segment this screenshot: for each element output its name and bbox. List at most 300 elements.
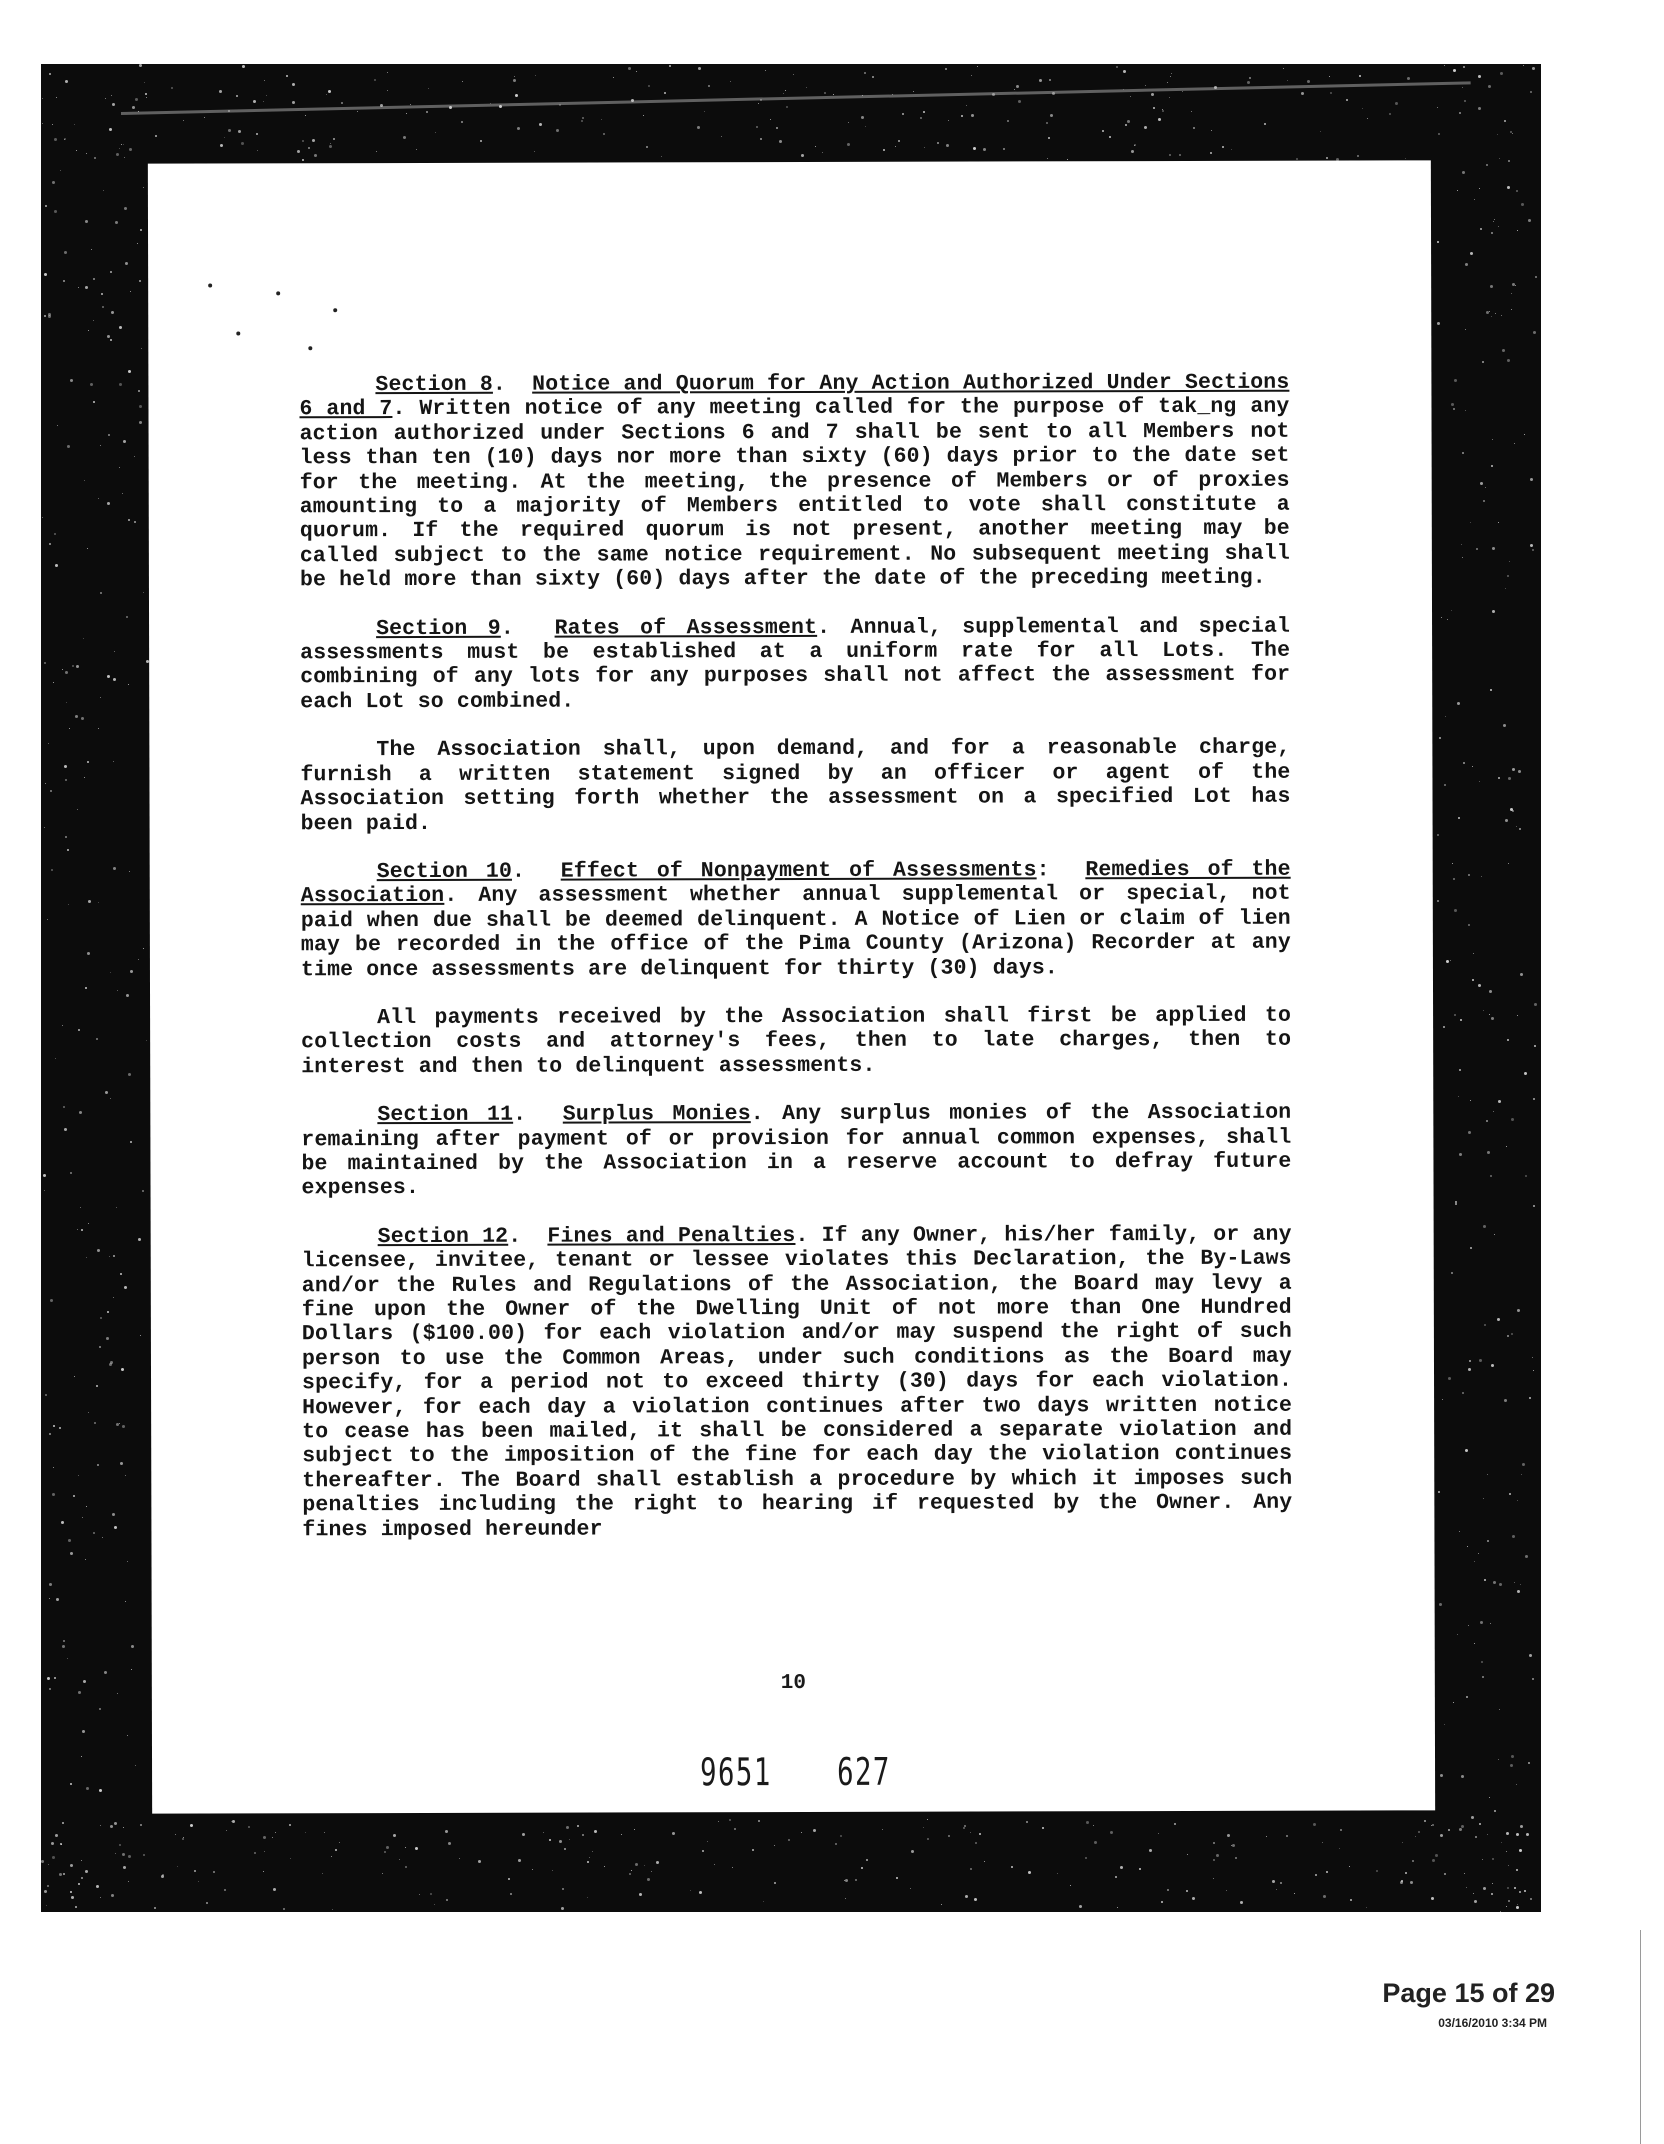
scan-speck bbox=[1504, 120, 1506, 122]
scan-speck bbox=[137, 243, 138, 244]
scan-speck bbox=[42, 98, 43, 99]
scan-speck bbox=[1123, 70, 1126, 73]
scan-speck bbox=[1400, 1881, 1403, 1884]
scan-speck bbox=[1459, 1069, 1461, 1071]
scan-speck bbox=[1514, 1887, 1516, 1889]
scan-speck bbox=[1524, 1072, 1527, 1075]
scan-speck bbox=[631, 1870, 632, 1871]
scan-speck bbox=[1441, 617, 1442, 618]
scan-speck bbox=[49, 1688, 51, 1690]
scan-speck bbox=[510, 1893, 512, 1895]
scan-speck bbox=[1497, 134, 1498, 135]
scan-speck bbox=[65, 779, 67, 781]
scan-speck bbox=[783, 93, 784, 94]
scan-speck bbox=[1519, 1891, 1521, 1893]
scan-speck bbox=[1524, 1890, 1526, 1892]
scan-speck bbox=[142, 1190, 144, 1192]
scan-speck bbox=[552, 1870, 553, 1871]
scan-speck bbox=[1405, 1872, 1407, 1874]
scan-speck bbox=[765, 70, 766, 71]
scan-speck bbox=[1486, 1120, 1488, 1122]
scan-speck bbox=[1487, 1834, 1488, 1835]
scan-speck bbox=[75, 1906, 77, 1908]
scan-speck bbox=[1492, 1858, 1494, 1860]
scan-speck bbox=[1050, 114, 1053, 117]
scan-speck bbox=[539, 123, 542, 126]
scan-speck bbox=[1510, 1764, 1513, 1767]
scan-speck bbox=[1462, 452, 1464, 454]
scan-speck bbox=[1466, 1696, 1468, 1698]
scan-speck bbox=[139, 421, 142, 424]
scan-speck bbox=[51, 869, 53, 871]
scan-speck bbox=[112, 103, 115, 106]
scan-speck bbox=[1443, 1026, 1445, 1028]
scan-speck bbox=[322, 1873, 323, 1874]
scan-speck bbox=[1457, 702, 1460, 705]
scan-speck bbox=[1094, 1841, 1097, 1844]
scan-speck bbox=[1530, 478, 1533, 481]
scan-speck bbox=[98, 902, 99, 903]
scan-speck bbox=[434, 1904, 435, 1905]
scan-speck bbox=[1067, 159, 1068, 160]
scan-speck bbox=[1493, 1111, 1494, 1112]
scan-speck bbox=[1444, 1724, 1445, 1725]
scan-speck bbox=[1432, 1859, 1435, 1862]
scan-speck bbox=[556, 129, 559, 132]
scan-speck bbox=[1478, 1553, 1479, 1554]
scan-speck bbox=[198, 1881, 199, 1882]
scan-speck bbox=[813, 1829, 816, 1832]
scan-speck bbox=[47, 1677, 50, 1680]
scan-speck bbox=[522, 1833, 525, 1836]
scan-speck bbox=[1086, 1821, 1089, 1824]
scan-speck bbox=[946, 144, 949, 147]
scan-speck bbox=[130, 291, 131, 292]
scan-speck bbox=[1505, 819, 1508, 822]
scan-speck bbox=[62, 1645, 65, 1648]
scan-speck bbox=[435, 132, 436, 133]
scan-speck bbox=[1494, 1234, 1495, 1235]
scan-speck bbox=[60, 170, 61, 171]
scan-speck bbox=[459, 1858, 460, 1859]
scan-speck bbox=[1517, 230, 1518, 231]
scan-speck bbox=[636, 71, 637, 72]
scan-speck bbox=[1480, 1621, 1483, 1624]
section-12-title: Fines and Penalties bbox=[547, 1223, 796, 1249]
scan-speck bbox=[1467, 1546, 1468, 1547]
scan-speck bbox=[961, 115, 963, 117]
scan-speck bbox=[1499, 1709, 1500, 1710]
scan-speck bbox=[847, 143, 850, 146]
scan-speck bbox=[1048, 137, 1050, 139]
scan-speck bbox=[1516, 1833, 1519, 1836]
scan-speck bbox=[902, 113, 904, 115]
scan-speck bbox=[47, 919, 48, 920]
scan-speck bbox=[1301, 92, 1304, 95]
scan-speck bbox=[53, 1425, 55, 1427]
scan-speck bbox=[984, 1861, 985, 1862]
scan-speck bbox=[1109, 136, 1111, 138]
scan-speck bbox=[937, 142, 939, 144]
scan-speck bbox=[1437, 834, 1439, 836]
section-8-title: Notice and Quorum for Any Action Authorized Under Sections 6 and 7 bbox=[299, 370, 1290, 422]
scan-speck bbox=[1461, 544, 1462, 545]
scan-speck bbox=[1519, 1849, 1522, 1852]
scan-speck bbox=[1007, 120, 1009, 122]
scan-speck bbox=[1489, 990, 1492, 993]
scan-speck bbox=[1494, 219, 1495, 220]
recording-stamp-docket: 9651 bbox=[699, 1750, 772, 1795]
scan-speck bbox=[1478, 984, 1481, 987]
scan-speck bbox=[175, 1834, 176, 1835]
scan-speck bbox=[1315, 1874, 1317, 1876]
scan-speck bbox=[1521, 203, 1524, 206]
scan-speck bbox=[60, 1843, 62, 1845]
scan-speck bbox=[924, 147, 925, 148]
scan-speck bbox=[331, 1856, 332, 1857]
margin-mark bbox=[208, 284, 212, 288]
scan-speck bbox=[74, 1376, 75, 1377]
scan-speck bbox=[1507, 1887, 1509, 1889]
scan-speck bbox=[53, 1467, 54, 1468]
scan-speck bbox=[254, 1852, 256, 1854]
scan-speck bbox=[100, 1317, 102, 1319]
scan-speck bbox=[979, 1833, 981, 1835]
scan-speck bbox=[122, 1425, 125, 1428]
scan-speck bbox=[85, 987, 87, 989]
scan-speck bbox=[48, 1864, 49, 1865]
scan-speck bbox=[78, 1691, 81, 1694]
scan-speck bbox=[88, 900, 91, 903]
scan-speck bbox=[835, 1843, 837, 1845]
scan-speck bbox=[1459, 1828, 1462, 1831]
scan-speck bbox=[135, 98, 138, 101]
scan-speck bbox=[183, 120, 184, 121]
scan-speck bbox=[138, 959, 139, 960]
scan-speck bbox=[74, 124, 75, 125]
scan-speck bbox=[107, 335, 110, 338]
scan-speck bbox=[864, 72, 866, 74]
scan-speck bbox=[68, 1539, 71, 1542]
scan-speck bbox=[861, 1867, 863, 1869]
scan-speck bbox=[55, 1058, 56, 1059]
scan-speck bbox=[1474, 1561, 1475, 1562]
scan-speck bbox=[848, 122, 849, 123]
scan-speck bbox=[1153, 107, 1155, 109]
scan-speck bbox=[587, 1897, 588, 1898]
scan-speck bbox=[130, 970, 133, 973]
scan-speck bbox=[1213, 1859, 1215, 1861]
scan-speck bbox=[1469, 1360, 1471, 1362]
scan-speck bbox=[125, 1475, 126, 1476]
scan-speck bbox=[140, 229, 142, 231]
scan-speck bbox=[109, 128, 112, 131]
scan-speck bbox=[146, 1040, 147, 1041]
scan-speck bbox=[399, 1859, 400, 1860]
scan-speck bbox=[1131, 150, 1134, 153]
scan-speck bbox=[128, 1855, 131, 1858]
scan-speck bbox=[119, 326, 122, 329]
scan-speck bbox=[415, 1847, 418, 1850]
scan-speck bbox=[76, 150, 77, 151]
scan-speck bbox=[1389, 113, 1391, 115]
scan-speck bbox=[41, 1860, 44, 1863]
scan-speck bbox=[63, 280, 65, 282]
scan-speck bbox=[1479, 188, 1480, 189]
scan-speck bbox=[87, 548, 88, 549]
scan-speck bbox=[81, 717, 84, 720]
scan-speck bbox=[729, 1819, 731, 1821]
scan-speck bbox=[1276, 1889, 1277, 1890]
scan-speck bbox=[577, 1825, 579, 1827]
scan-speck bbox=[88, 1223, 89, 1224]
scan-speck bbox=[87, 761, 89, 763]
scan-speck bbox=[190, 1824, 193, 1827]
scan-speck bbox=[1115, 1876, 1117, 1878]
scan-speck bbox=[1440, 1834, 1443, 1837]
scan-speck bbox=[85, 1559, 86, 1560]
scan-speck bbox=[219, 90, 222, 93]
scan-speck bbox=[132, 106, 135, 109]
scan-speck bbox=[963, 1827, 965, 1829]
section-11-title: Surplus Monies bbox=[562, 1102, 751, 1127]
scan-speck bbox=[1451, 1272, 1453, 1274]
scan-speck bbox=[98, 498, 99, 499]
scan-speck bbox=[1149, 1849, 1152, 1852]
scan-speck bbox=[97, 1249, 100, 1252]
scan-speck bbox=[513, 79, 516, 82]
scan-speck bbox=[1483, 1225, 1486, 1228]
scan-speck bbox=[1455, 1203, 1457, 1205]
scan-speck bbox=[1362, 108, 1363, 109]
scan-speck bbox=[1472, 979, 1474, 981]
scan-speck bbox=[1026, 1821, 1028, 1823]
scan-speck bbox=[1028, 1871, 1031, 1874]
scan-speck bbox=[107, 1311, 109, 1313]
scan-speck bbox=[1492, 1883, 1493, 1884]
scan-speck bbox=[96, 1038, 98, 1040]
scan-speck bbox=[124, 1286, 127, 1289]
scan-speck bbox=[1047, 158, 1048, 159]
scan-speck bbox=[140, 1335, 141, 1336]
scan-speck bbox=[123, 1866, 126, 1869]
scan-speck bbox=[328, 90, 331, 93]
scan-speck bbox=[973, 147, 976, 150]
scan-speck bbox=[1533, 1098, 1535, 1100]
scan-speck bbox=[357, 111, 358, 112]
scan-speck bbox=[405, 1866, 407, 1868]
scan-speck bbox=[1227, 1834, 1230, 1837]
scan-speck bbox=[1520, 1825, 1523, 1828]
scan-speck bbox=[177, 1866, 178, 1867]
scan-speck bbox=[1350, 1899, 1352, 1901]
scan-speck bbox=[1437, 241, 1439, 243]
scan-speck bbox=[110, 271, 112, 273]
scan-speck bbox=[1524, 434, 1525, 435]
scan-speck bbox=[1503, 724, 1506, 727]
scan-speck bbox=[73, 1495, 75, 1497]
scan-speck bbox=[257, 150, 258, 151]
scan-speck bbox=[228, 129, 231, 132]
scan-speck bbox=[1435, 1854, 1438, 1857]
scan-speck bbox=[75, 715, 78, 718]
scan-speck bbox=[49, 1433, 51, 1435]
scan-speck bbox=[77, 809, 78, 810]
scan-speck bbox=[127, 1735, 128, 1736]
scan-speck bbox=[1461, 1775, 1464, 1778]
scan-speck bbox=[51, 1842, 54, 1845]
scan-speck bbox=[661, 156, 662, 157]
scan-speck bbox=[535, 75, 536, 76]
scan-speck bbox=[145, 93, 147, 95]
scan-speck bbox=[1508, 160, 1510, 162]
scan-speck bbox=[559, 104, 561, 106]
scan-speck bbox=[114, 1526, 117, 1529]
scan-speck bbox=[910, 1888, 911, 1889]
scan-speck bbox=[1511, 293, 1512, 294]
scan-speck bbox=[1516, 826, 1517, 827]
scan-speck bbox=[774, 1882, 776, 1884]
scan-speck bbox=[109, 1256, 110, 1257]
scan-speck bbox=[1470, 522, 1471, 523]
scan-speck bbox=[45, 205, 47, 207]
scan-speck bbox=[213, 1871, 215, 1873]
scan-speck bbox=[99, 1708, 101, 1710]
scan-speck bbox=[139, 405, 142, 408]
document-body bbox=[299, 371, 1292, 1567]
scan-speck bbox=[1512, 768, 1515, 771]
scan-speck bbox=[416, 149, 417, 150]
scan-speck bbox=[1525, 1175, 1527, 1177]
scanned-page-frame bbox=[41, 64, 1541, 1912]
scan-speck bbox=[1498, 226, 1499, 227]
scan-speck bbox=[82, 1517, 83, 1518]
scan-speck bbox=[562, 1888, 564, 1890]
scan-speck bbox=[326, 94, 327, 95]
scan-speck bbox=[581, 120, 583, 122]
scan-speck bbox=[815, 146, 816, 147]
scan-speck bbox=[1480, 482, 1483, 485]
scan-speck bbox=[52, 124, 53, 125]
scan-speck bbox=[833, 94, 834, 95]
scan-speck bbox=[1366, 1907, 1367, 1908]
scan-speck bbox=[96, 1385, 98, 1387]
scan-speck bbox=[1483, 1498, 1484, 1499]
scan-speck bbox=[302, 140, 304, 142]
scan-speck bbox=[1462, 557, 1463, 558]
scan-speck bbox=[1508, 1865, 1509, 1866]
scan-speck bbox=[339, 1842, 340, 1843]
scan-speck bbox=[67, 1658, 68, 1659]
scan-speck bbox=[70, 1172, 72, 1174]
scan-speck bbox=[154, 1907, 156, 1909]
scan-speck bbox=[1191, 111, 1192, 112]
scan-speck bbox=[1457, 190, 1458, 191]
scan-speck bbox=[139, 280, 141, 282]
scan-speck bbox=[1264, 123, 1266, 125]
scan-speck bbox=[45, 1394, 47, 1396]
scan-speck bbox=[1451, 610, 1452, 611]
scan-speck bbox=[426, 111, 428, 113]
scan-speck bbox=[96, 1885, 99, 1888]
scan-speck bbox=[1453, 408, 1455, 410]
scan-speck bbox=[248, 1826, 250, 1828]
scan-speck bbox=[1186, 1890, 1188, 1892]
scan-speck bbox=[286, 75, 288, 77]
scan-speck bbox=[664, 92, 666, 94]
scan-speck bbox=[1247, 81, 1250, 84]
scan-speck bbox=[430, 1893, 432, 1895]
scan-speck bbox=[1529, 1397, 1531, 1399]
scan-speck bbox=[119, 1423, 120, 1424]
scan-speck bbox=[273, 1888, 276, 1891]
scan-speck bbox=[102, 306, 104, 308]
scan-speck bbox=[113, 678, 116, 681]
scan-speck bbox=[329, 145, 332, 148]
payments-text: All payments received by the Association shall first be applied to collection costs and attorney's fees, then to late charges, then to interest and then to delinquent assessments. bbox=[301, 1003, 1292, 1080]
scan-speck bbox=[62, 1025, 63, 1026]
scan-speck bbox=[801, 1832, 802, 1833]
scan-speck bbox=[1511, 309, 1512, 310]
margin-mark bbox=[236, 331, 240, 335]
scan-speck bbox=[312, 139, 315, 142]
scan-speck bbox=[1532, 1678, 1534, 1680]
scan-speck bbox=[1507, 575, 1509, 577]
scan-speck bbox=[948, 1835, 950, 1837]
scan-speck bbox=[1499, 158, 1500, 159]
scan-speck bbox=[1506, 1146, 1507, 1147]
scan-speck bbox=[115, 221, 118, 224]
scan-speck bbox=[865, 126, 866, 127]
scan-speck bbox=[1079, 1905, 1082, 1908]
scan-speck bbox=[1326, 1871, 1328, 1873]
scan-speck bbox=[130, 1141, 132, 1143]
scan-speck bbox=[698, 67, 701, 70]
scan-speck bbox=[1487, 1474, 1488, 1475]
scan-speck bbox=[517, 127, 520, 130]
scan-speck bbox=[90, 383, 93, 386]
scan-speck bbox=[1439, 737, 1441, 739]
scan-speck bbox=[47, 1885, 49, 1887]
section-11-text: Any surplus monies of the Association remaining after payment of or provision for annual common expenses, shall be maintained by the Association in a reserve account to defray future expenses. bbox=[301, 1100, 1292, 1201]
scan-speck bbox=[77, 1229, 78, 1230]
scan-speck bbox=[647, 1878, 650, 1881]
scan-speck bbox=[134, 521, 136, 523]
scan-speck bbox=[61, 1521, 64, 1524]
scan-speck bbox=[64, 1128, 67, 1131]
scan-speck bbox=[419, 1894, 420, 1895]
scan-speck bbox=[866, 1859, 868, 1861]
scan-speck bbox=[42, 123, 43, 124]
scan-speck bbox=[635, 1863, 638, 1866]
scan-speck bbox=[1376, 1870, 1378, 1872]
scan-speck bbox=[127, 1561, 128, 1562]
scan-speck bbox=[1452, 863, 1453, 864]
scan-speck bbox=[330, 143, 331, 144]
scan-speck bbox=[1438, 1491, 1440, 1493]
scan-speck bbox=[1491, 1893, 1493, 1895]
scan-speck bbox=[763, 1901, 764, 1902]
scan-speck bbox=[43, 1174, 46, 1177]
section-11-paragraph: Section 11. Surplus Monies. Any surplus monies of the Association remaining after payment of or provision for annual common expenses, shall be maintained by the Association in a reserve account to defray future expenses. bbox=[301, 1100, 1292, 1201]
scan-speck bbox=[1437, 900, 1439, 902]
scan-speck bbox=[1530, 91, 1532, 93]
scan-speck bbox=[966, 105, 967, 106]
scan-speck bbox=[704, 111, 705, 112]
scan-speck bbox=[1486, 164, 1488, 166]
section-10-paragraph: Section 10. Effect of Nonpayment of Assessments: Remedies of the Association. Any assessment whether annual supplemental or special, not paid when due shall be deemed delinquent. A Notice of Lien or claim of lien may be recorded in the office of the Pima County (Arizona) Recorder at any time once assessments are delinquent for thirty (30) days. bbox=[300, 857, 1291, 982]
scan-speck bbox=[1454, 909, 1457, 912]
